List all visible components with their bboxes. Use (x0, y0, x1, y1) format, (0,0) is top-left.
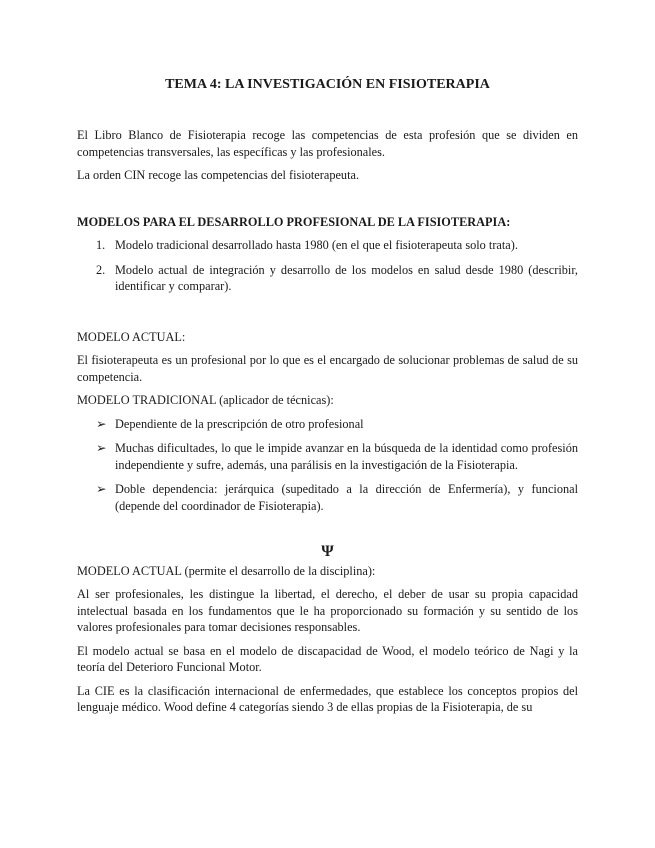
page-title: TEMA 4: LA INVESTIGACIÓN EN FISIOTERAPIA (165, 77, 490, 92)
list-marker: 1. (96, 238, 106, 252)
modelo-actual-2-paragraph-1: Al ser profesionales, les distingue la libertad, el derecho, el deber de usar su propia capacidad intelectual basada en los fundamentos que le ha proporcionado su formación y su sentido de los valores profesionales para tomar decisiones responsables. (77, 587, 578, 634)
page-content (77, 76, 578, 716)
list-item-text: Doble dependencia: jerárquica (supeditado a la dirección de Enfermería), y funcional (depende del coordinador de Fisioterapia). (115, 482, 578, 513)
tradicional-list (77, 416, 578, 515)
list-item-text: Dependiente de la prescripción de otro profesional (115, 416, 364, 431)
list-item-text: Modelo tradicional desarrollado hasta 1980 (en el que el fisioterapeuta solo trata). (115, 238, 518, 252)
list-item (77, 481, 578, 514)
modelo-tradicional-heading: MODELO TRADICIONAL (aplicador de técnicas): (77, 393, 334, 407)
arrow-bullet-icon: ➢ (96, 482, 107, 496)
modelos-list (77, 237, 578, 295)
list-item (77, 262, 578, 295)
modelo-actual-text: El fisioterapeuta es un profesional por lo que es el encargado de solucionar problemas de salud de su competencia. (77, 353, 578, 384)
modelo-actual-2-paragraph-2: El modelo actual se basa en el modelo de discapacidad de Wood, el modelo teórico de Nagi y la teoría del Deterioro Funcional Motor. (77, 643, 578, 674)
arrow-bullet-icon: ➢ (96, 416, 107, 431)
arrow-bullet-icon: ➢ (96, 441, 107, 455)
psi-divider-icon: Ψ (321, 543, 334, 560)
modelo-actual-2-paragraph-3: La CIE es la clasificación internacional de enfermedades, que establece los conceptos propios del lenguaje médico. Wood define 4 categorías siendo 3 de ellas propias de la Fisioterapia, de su (77, 683, 578, 714)
list-item (77, 440, 578, 473)
list-item (77, 416, 578, 433)
modelo-actual-2-heading: MODELO ACTUAL (permite el desarrollo de la disciplina): (77, 563, 376, 578)
list-item-text: Muchas dificultades, lo que le impide avanzar en la búsqueda de la identidad como profesión independiente y sufre, además, una parálisis en la investigación de la Fisioterapia. (115, 441, 578, 472)
list-item-text: Modelo actual de integración y desarrollo de los modelos en salud desde 1980 (describir, identificar y comparar). (115, 262, 578, 293)
intro-paragraph-2: La orden CIN recoge las competencias del fisioterapeuta. (77, 168, 360, 182)
list-marker: 2. (96, 262, 106, 277)
intro-paragraph-1: El Libro Blanco de Fisioterapia recoge las competencias de esta profesión que se dividen en competencias transversales, las específicas y las profesionales. (77, 128, 578, 159)
list-item (77, 237, 578, 254)
modelo-actual-heading: MODELO ACTUAL: (77, 329, 186, 344)
modelos-heading: MODELOS PARA EL DESARROLLO PROFESIONAL DE LA FISIOTERAPIA: (77, 214, 511, 229)
